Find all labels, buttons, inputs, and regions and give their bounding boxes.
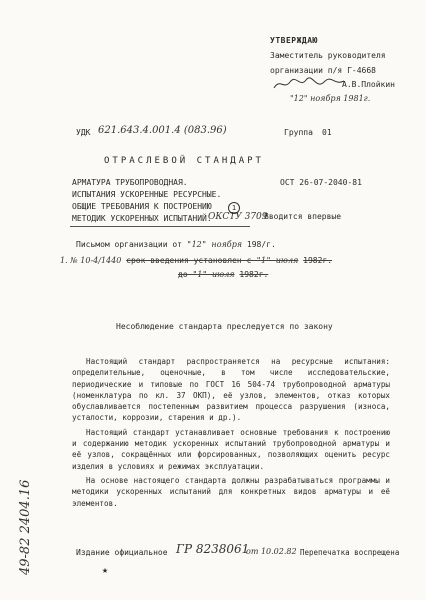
letter-term-line: 1. № 10-4/1440 срок введения установлен с "1" июля 1982г. [60, 256, 333, 265]
approval-signature [272, 76, 346, 92]
law-note: Несоблюдение стандарта преследуется по закону [116, 322, 333, 331]
letter-year: 198/г. [242, 240, 276, 249]
footer-edition: Издание официальное [76, 548, 168, 557]
body-paragraph-2: Настоящий стандарт устанавливает основные требования к построению и содержанию методик ускоренных испытаний трубопроводной арматуры и её узлов, сокращённых или форсированных, позволяющих оценить ресурс изделия в условиях и режимах эксплуатации. [72, 427, 390, 471]
letter-hw-number: 1. № 10-4/1440 [60, 256, 122, 265]
letter-mid: " [201, 240, 212, 249]
letter-day: 12 [191, 240, 202, 249]
body-paragraph-3: На основе настоящего стандарта должны разрабатываться программы и методики ускоренных испытаний для конкретных видов арматуры и её элементов. [72, 475, 390, 508]
standard-number: ОСТ 26-07-2040-81 [280, 178, 362, 187]
letter-until-month: июля [212, 270, 235, 279]
title-line1: АРМАТУРА ТРУБОПРОВОДНАЯ. [72, 178, 188, 187]
footer-star: ★ [102, 565, 109, 576]
intro-note: Вводится впервые [264, 212, 342, 221]
title-underline [70, 226, 250, 227]
letter-until-day: 1 [197, 270, 203, 279]
letter-term-text: срок введения установлен с " [126, 256, 262, 265]
letter-term-year: 1982г. [303, 256, 333, 265]
letter-until-text: до " [178, 270, 198, 279]
title-handwritten-code: ОКСТУ 3709 [208, 212, 268, 222]
approval-role-line2: организации п/я Г-4668 [270, 66, 376, 75]
footer-handwritten-reg: ГР 8238061 [176, 542, 250, 556]
udk-label: УДК [76, 128, 91, 137]
letter-until-line: до "1" июля 1982г. [178, 270, 269, 279]
title-line3: ОБЩИЕ ТРЕБОВАНИЯ К ПОСТРОЕНИЮ [72, 202, 212, 211]
letter-term-day: 1 [261, 256, 267, 265]
approval-date: "12" ноября 1981г. [290, 94, 371, 103]
letter-until-year: 1982г. [239, 270, 269, 279]
approval-stamp: УТВЕРЖДАЮ [270, 36, 318, 45]
doc-type-heading: ОТРАСЛЕВОЙ СТАНДАРТ [104, 156, 264, 166]
body-paragraph-1: Настоящий стандарт распространяется на ресурсные испытания: определительные, оценочные, в том числе исследовательские, периодические и типовые по ГОСТ 16 504-74 трубопроводной арматуры (номенклатура по кл. 37 ОКП), её узлов, элементов, отказ которых обуславливается постепенным развитием процесса разрушения (износа, усталости, коррозии, старения и др.). [72, 357, 390, 423]
letter-term-month: июля [275, 256, 299, 265]
group-value: 01 [322, 128, 332, 137]
body-text [72, 356, 390, 512]
approval-role-line1: Заместитель руководителя [270, 51, 386, 60]
letter-prefix: Письмом организации от " [76, 240, 192, 249]
letter-month: ноября [211, 240, 243, 249]
group-label: Группа [284, 128, 313, 137]
circled-mark: 1 [228, 202, 240, 214]
title-line2: ИСПЫТАНИЯ УСКОРЕННЫЕ РЕСУРСНЫЕ. [72, 190, 222, 199]
title-line4: МЕТОДИК УСКОРЕННЫХ ИСПЫТАНИЙ. [72, 214, 212, 223]
udk-value: 621.643.4.001.4 (083.96) [98, 125, 227, 136]
approval-name: А.В.Плойкин [342, 80, 395, 89]
margin-note: 49-82 2404.16 [18, 479, 33, 575]
footer-reprint: Перепечатка воспрещена [300, 548, 400, 557]
footer-handwritten-date: от 10.02.82 [246, 547, 297, 556]
letter-line [76, 240, 276, 250]
